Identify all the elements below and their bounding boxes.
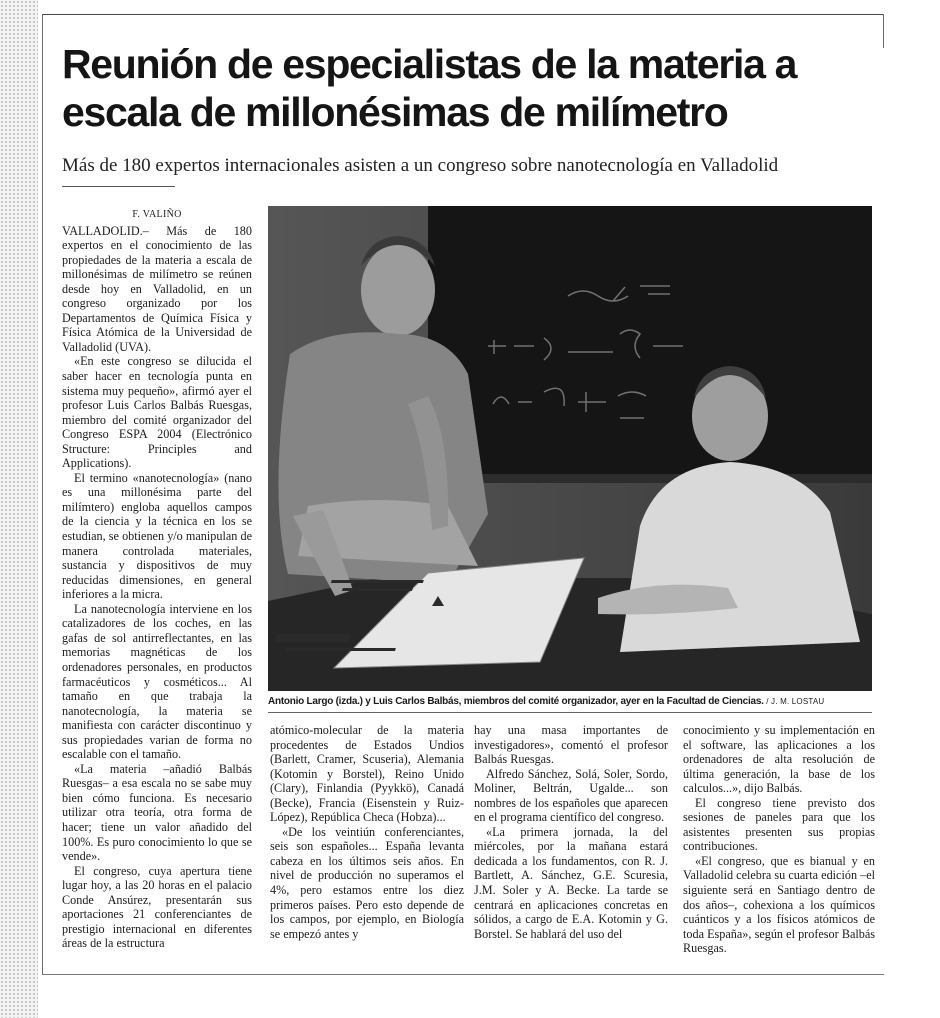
paragraph: «En este congreso se dilucida el saber hacer en tecnología punta en sistema muy pequeño», afirmó ayer el profesor Luis Carlos Balbás Ruesgas, miembro del comité organizador del Congreso ESPA 2004 (Electrónico Structure: Principles and Applications). bbox=[62, 354, 252, 471]
article-photo bbox=[268, 206, 872, 691]
paragraph: Alfredo Sánchez, Solá, Soler, Sordo, Moliner, Beltrán, Ugalde... son nombres de los españoles que aparecen en el programa científico del congreso. bbox=[474, 766, 668, 825]
paragraph: «La materia –añadió Balbás Ruesgas– a esa escala no se sabe muy bien cómo funciona. Es necesario utilizar otra teoría, otra forma de hacer; tiene un valor añadido del 100%. Es puro conocimiento lo que se vende». bbox=[62, 761, 252, 864]
paragraph: «El congreso, que es bianual y en Valladolid celebra su cuarta edición –el siguiente será en Santiago dentro de dos años–, cohexiona a los químicos cuánticos y a los físicos atómicos de toda España», según el profesor Balbás Ruesgas. bbox=[683, 853, 875, 956]
scan-margin bbox=[0, 0, 38, 1018]
bottom-rule bbox=[42, 974, 884, 975]
subheadline-rule bbox=[62, 186, 175, 187]
paragraph: VALLADOLID.– Más de 180 expertos en el conocimiento de las propiedades de la materia a escala de millonésimas de milímetro se reúnen desde hoy en Valladolid, en un congreso organizado por los Departamentos de Química Física y Física Atómica de la Universidad de Valladolid (UVA). bbox=[62, 223, 252, 354]
paragraph: El termino «nanotecnología» (nano es una millonésima parte del milímtero) engloba aquellos campos de la ciencia y la técnica en los se estudian, se obtienen y/o manipulan de manera controlada materiales, sustancia y dispositivos de muy reducidas dimensiones, en general inferiores a la micra. bbox=[62, 470, 252, 602]
paragraph: hay una masa importantes de investigadores», comentó el profesor Balbás Ruesgas. bbox=[474, 723, 668, 767]
caption-rule bbox=[268, 712, 872, 713]
paragraph: «De los veintiún conferenciantes, seis son españoles... España levanta cabeza en los últimos seis años. En nivel de producción no superamos el 4%, pero estamos entre los diez primeros países. Pero esto depende de los campos, por ejemplo, en Biología se empezó antes y bbox=[270, 824, 464, 941]
text-column-4 bbox=[683, 723, 875, 956]
photo-credit: / J. M. LOSTAU bbox=[766, 697, 825, 706]
subheadline: Más de 180 expertos internacionales asisten a un congreso sobre nanotecnología en Valladolid bbox=[62, 155, 779, 176]
paragraph: conocimiento y su implementación en el software, las aplicaciones a los ordenadores de alta resolución de última generación, la base de los calculos...», dijo Balbás. bbox=[683, 723, 875, 796]
top-rule bbox=[42, 14, 884, 15]
caption-text: Antonio Largo (izda.) y Luis Carlos Balbás, miembros del comité organizador, ayer en la Facultad de Ciencias. bbox=[268, 696, 764, 707]
paragraph: La nanotecnología interviene en los catalizadores de los coches, en las gafas de sol antirreflectantes, en las memorias magnéticas de los ordenadores personales, en productos farmacéuticos y cosméticos... Al tamaño en que trabaja la nanotecnología, la materia se manifiesta con carácter discontinuo y sus propiedades varian de forma no escalable con el tamaño. bbox=[62, 601, 252, 762]
text-column-3 bbox=[474, 723, 668, 941]
paragraph: El congreso, cuya apertura tiene lugar hoy, a las 20 horas en el palacio Conde Ansúrez, presentarán sus aportaciones 21 conferenciantes de prestigio internacional en diferentes áreas de la estructura bbox=[62, 863, 252, 951]
paragraph: El congreso tiene previsto dos sesiones de paneles para que los asistentes presenten sus propias contribuciones. bbox=[683, 795, 875, 854]
left-rule bbox=[42, 14, 43, 974]
text-column-2 bbox=[270, 723, 464, 941]
byline: F. VALIÑO bbox=[132, 209, 182, 220]
photo-caption bbox=[268, 695, 880, 708]
text-column-1 bbox=[62, 206, 252, 951]
headline: Reunión de especialistas de la materia a escala de millonésimas de milímetro bbox=[62, 41, 797, 135]
right-rule bbox=[883, 14, 884, 48]
paragraph: atómico-molecular de la materia procedentes de Estados Undios (Barlett, Cramer, Scuseria), Alemania (Kotomin y Borstel), Reino Unido (Clary), Finlandia (Pyykkö), Canadá (Becke), Francia (Eisenstein y Ruiz-López), República Checa (Hobza)... bbox=[270, 723, 464, 825]
paragraph: «La primera jornada, la del miércoles, por la mañana estará dedicada a los fundamentos, con R. J. Bartlett, A. Sánchez, G.E. Scuresia, J.M. Soler y A. Becke. La tarde se centrará en aplicaciones concretas en sólidos, a cargo de E.A. Kotomin y G. Borstel. Se hablará del uso del bbox=[474, 824, 668, 941]
